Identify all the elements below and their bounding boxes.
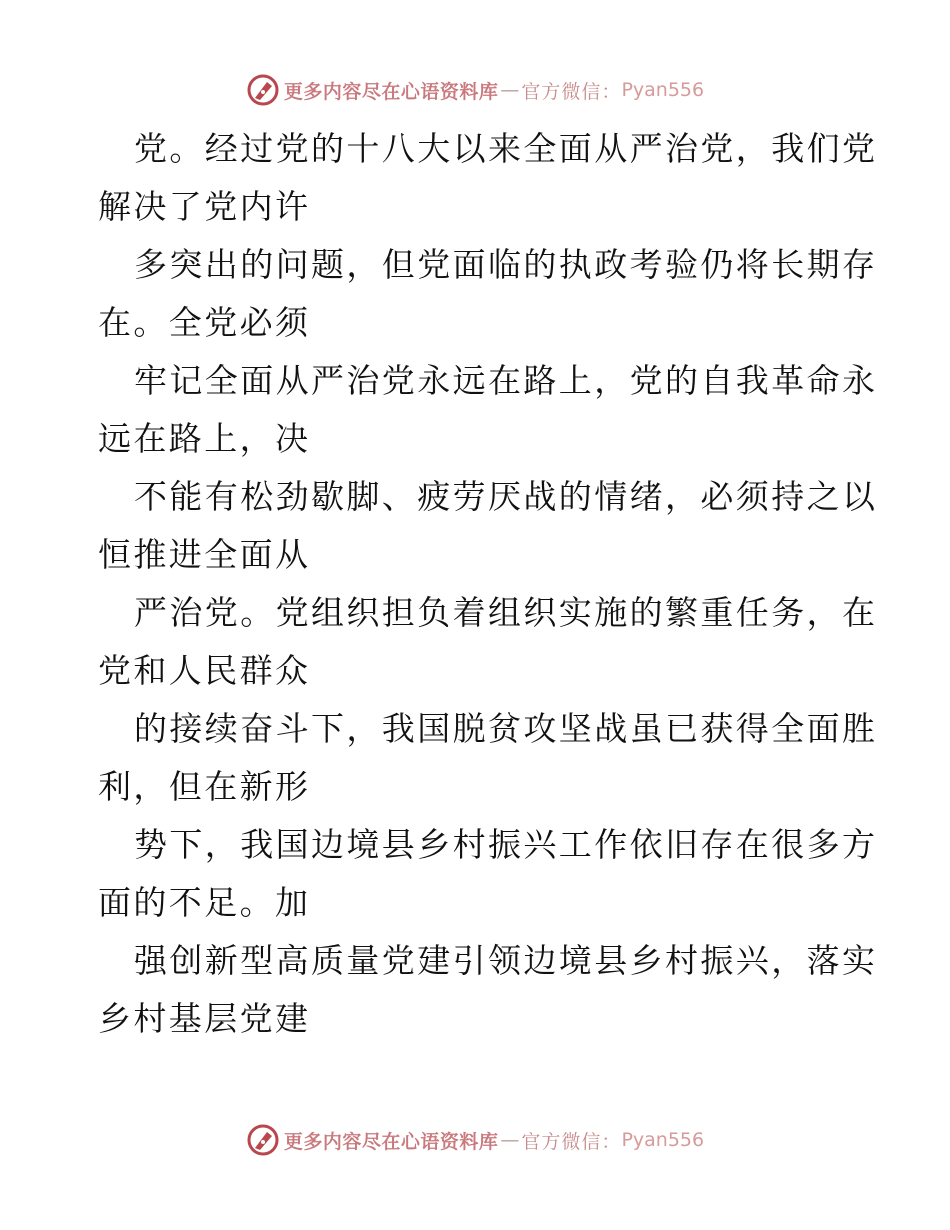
body-line: 党和人民群众: [98, 651, 311, 690]
header-brand: 更多内容尽在心语资料库: [283, 80, 499, 103]
footer-separator: —: [500, 1129, 520, 1151]
footer-wechat-label: 官方微信：: [521, 1130, 622, 1153]
footer-brand: 更多内容尽在心语资料库: [283, 1130, 499, 1153]
document-body: [98, 120, 878, 1048]
header-wechat-label: 官方微信：: [521, 80, 622, 103]
header-wechat-id: Pyan556: [621, 79, 705, 101]
pen-nib-logo-icon: [246, 73, 280, 107]
pen-nib-logo-icon: [246, 1123, 280, 1157]
body-line: 的接续奋斗下，我国脱贫攻坚战虽已获得全面胜: [134, 709, 878, 748]
body-line: 党。经过党的十八大以来全面从严治党，我们党: [134, 129, 878, 168]
body-line: 多突出的问题，但党面临的执政考验仍将长期存: [134, 245, 878, 284]
body-line: 乡村基层党建: [98, 999, 311, 1038]
body-line: 不能有松劲歇脚、疲劳厌战的情绪，必须持之以: [134, 477, 878, 516]
body-line: 在。全党必须: [98, 303, 311, 342]
body-line: 利，但在新形: [98, 767, 311, 806]
body-line: 势下，我国边境县乡村振兴工作依旧存在很多方: [134, 825, 878, 864]
body-line: 严治党。党组织担负着组织实施的繁重任务，在: [134, 593, 878, 632]
footer-wechat-id: Pyan556: [621, 1129, 705, 1151]
header-watermark: [0, 70, 950, 110]
body-line: 解决了党内许: [98, 187, 311, 226]
body-line: 恒推进全面从: [98, 535, 311, 574]
body-line: 远在路上，决: [98, 419, 311, 458]
footer-watermark: [0, 1120, 950, 1160]
body-line: 牢记全面从严治党永远在路上，党的自我革命永: [134, 361, 878, 400]
body-line: 强创新型高质量党建引领边境县乡村振兴，落实: [134, 941, 878, 980]
header-separator: —: [500, 79, 520, 101]
body-line: 面的不足。加: [98, 883, 311, 922]
